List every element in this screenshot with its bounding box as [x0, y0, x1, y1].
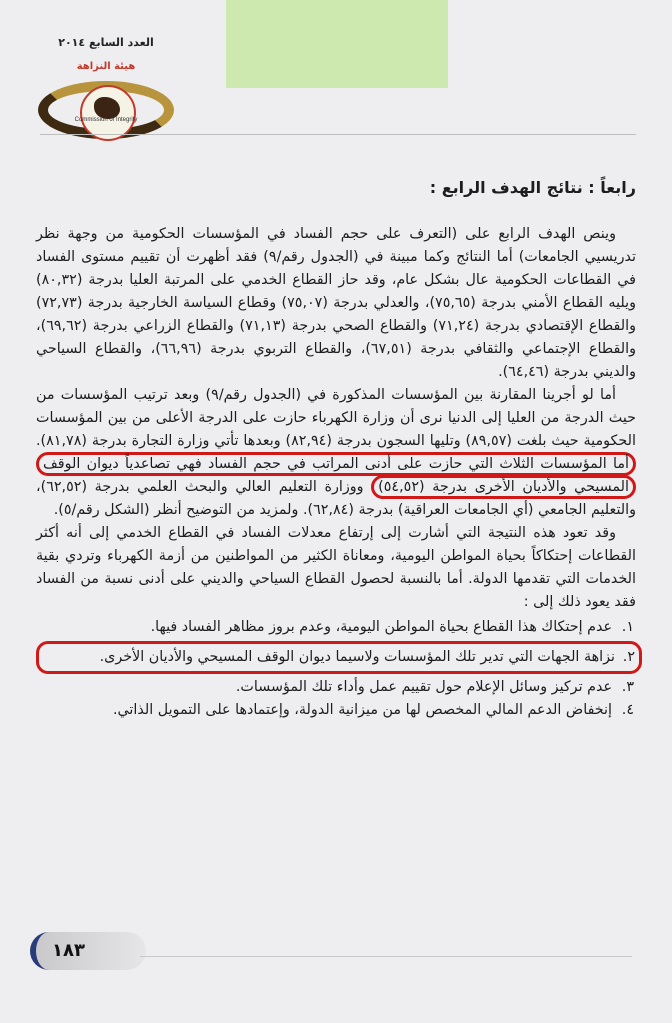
list-item: [36, 699, 636, 722]
reasons-list: [36, 616, 636, 722]
paragraph-goal-four: وينص الهدف الرابع على (التعرف على حجم الفساد في المؤسسات الحكومية من وجهة نظر تدريسيي الجامعات) أما النتائج وكما مبينة في (الجدول رقم/٩) فقد أظهرت أن تقييم مستوى الفساد في القطاعات الحكومية عال بشكل عام، وقد حاز القطاع الخدمي على المرتبة العليا بدرجة (٨٠,٣٢) ويليه القطاع الأمني بدرجة (٧٥,٦٥)، والعدلي بدرجة (٧٥,٠٧) وقطاع السياسة الخارجية بدرجة (٧٢,٧٣) والقطاع الإقتصادي بدرجة (٧١,٢٤) والقطاع الصحي بدرجة (٧١,١٣) والقطاع الزراعي بدرجة (٦٩,٦٢)، والقطاع الإجتماعي والثقافي بدرجة (٦٧,٥١)، والقطاع التربوي بدرجة (٦٦,٩٦)، والقطاع السياحي والديني بدرجة (٦٤,٤٦).: [36, 226, 637, 380]
list-text: نزاهة الجهات التي تدير تلك المؤسسات ولاسيما ديوان الوقف المسيحي والأديان الأخرى.: [99, 649, 615, 665]
list-item-highlighted: [36, 641, 642, 674]
iraq-map-icon: [94, 97, 120, 119]
list-text: إنخفاض الدعم المالي المخصص لها من ميزانية الدولة، وإعتمادها على التمويل الذاتي.: [112, 702, 612, 718]
page-footer: [30, 932, 140, 970]
list-number: ٤.: [621, 702, 634, 718]
green-image-block: [226, 0, 448, 88]
section-heading: رابعاً : نتائج الهدف الرابع :: [429, 178, 636, 197]
paragraph-comparison: [36, 384, 636, 522]
article-body: [36, 178, 636, 722]
list-text: عدم إحتكاك هذا القطاع بحياة المواطن اليومية، وعدم بروز مظاهر الفساد فيها.: [150, 619, 612, 635]
logo-english-name: Commission of Integrity: [74, 117, 138, 123]
comparison-text-end: ووزارة التعليم العالي والبحث العلمي بدرجة (٦٢,٥٢)، والتعليم الجامعي (أي الجامعات العراقية) بدرجة (٦٢,٨٤). ولمزيد من التوضيح أنظر (الشكل رقم/٥).: [36, 479, 636, 518]
page-number: ١٨٣: [52, 940, 85, 961]
header-divider: [40, 134, 636, 135]
list-number: ٣.: [621, 679, 634, 695]
commission-logo: [36, 55, 176, 145]
highlighted-lowest-ranks: أما المؤسسات الثلاث التي حازت على أدنى المراتب في حجم الفساد فهي تصاعدياً ديوان الوقف المسيحي والأديان الأخرى بدرجة (٥٤,٥٢): [36, 452, 636, 499]
paragraph-interpretation: وقد تعود هذه النتيجة التي أشارت إلى إرتفاع معدلات الفساد في القطاع الخدمي إلى أنه أكثر القطاعات إحتكاكاً بحياة المواطن اليومية، ومعاناة الكثير من المواطنين من أزمة الكهرباء وتردي بقية الخدمات التي تقدمها الدولة. أما بالنسبة لحصول القطاع السياحي والديني على أدنى نسبة من الفساد فقد يعود ذلك إلى :: [36, 525, 636, 610]
list-number: ١.: [621, 619, 634, 635]
page-number-tab: [30, 932, 146, 970]
logo-name: هيئة النزاهة: [76, 61, 136, 72]
list-number: ٢.: [622, 649, 635, 665]
comparison-text-start: أما لو أجرينا المقارنة بين المؤسسات المذكورة في (الجدول رقم/٩) وبعد ترتيب المؤسسات من حيث الدرجة من العليا إلى الدنيا نرى أن وزارة الكهرباء حازت على الدرجة الأعلى من بين المؤسسات الحكومية حيث بلغت (٨٩,٥٧) وتليها السجون بدرجة (٨٢,٩٤) وبعدها تأتي وزارة التجارة بدرجة (٨١,٧٨).: [36, 387, 636, 449]
list-text: عدم تركيز وسائل الإعلام حول تقييم عمل وأداء تلك المؤسسات.: [235, 679, 612, 695]
issue-label: العدد السابع ٢٠١٤: [58, 36, 154, 49]
footer-divider: [140, 956, 632, 957]
list-item: [36, 616, 636, 639]
magazine-header: [36, 36, 176, 145]
list-item: [36, 676, 636, 699]
